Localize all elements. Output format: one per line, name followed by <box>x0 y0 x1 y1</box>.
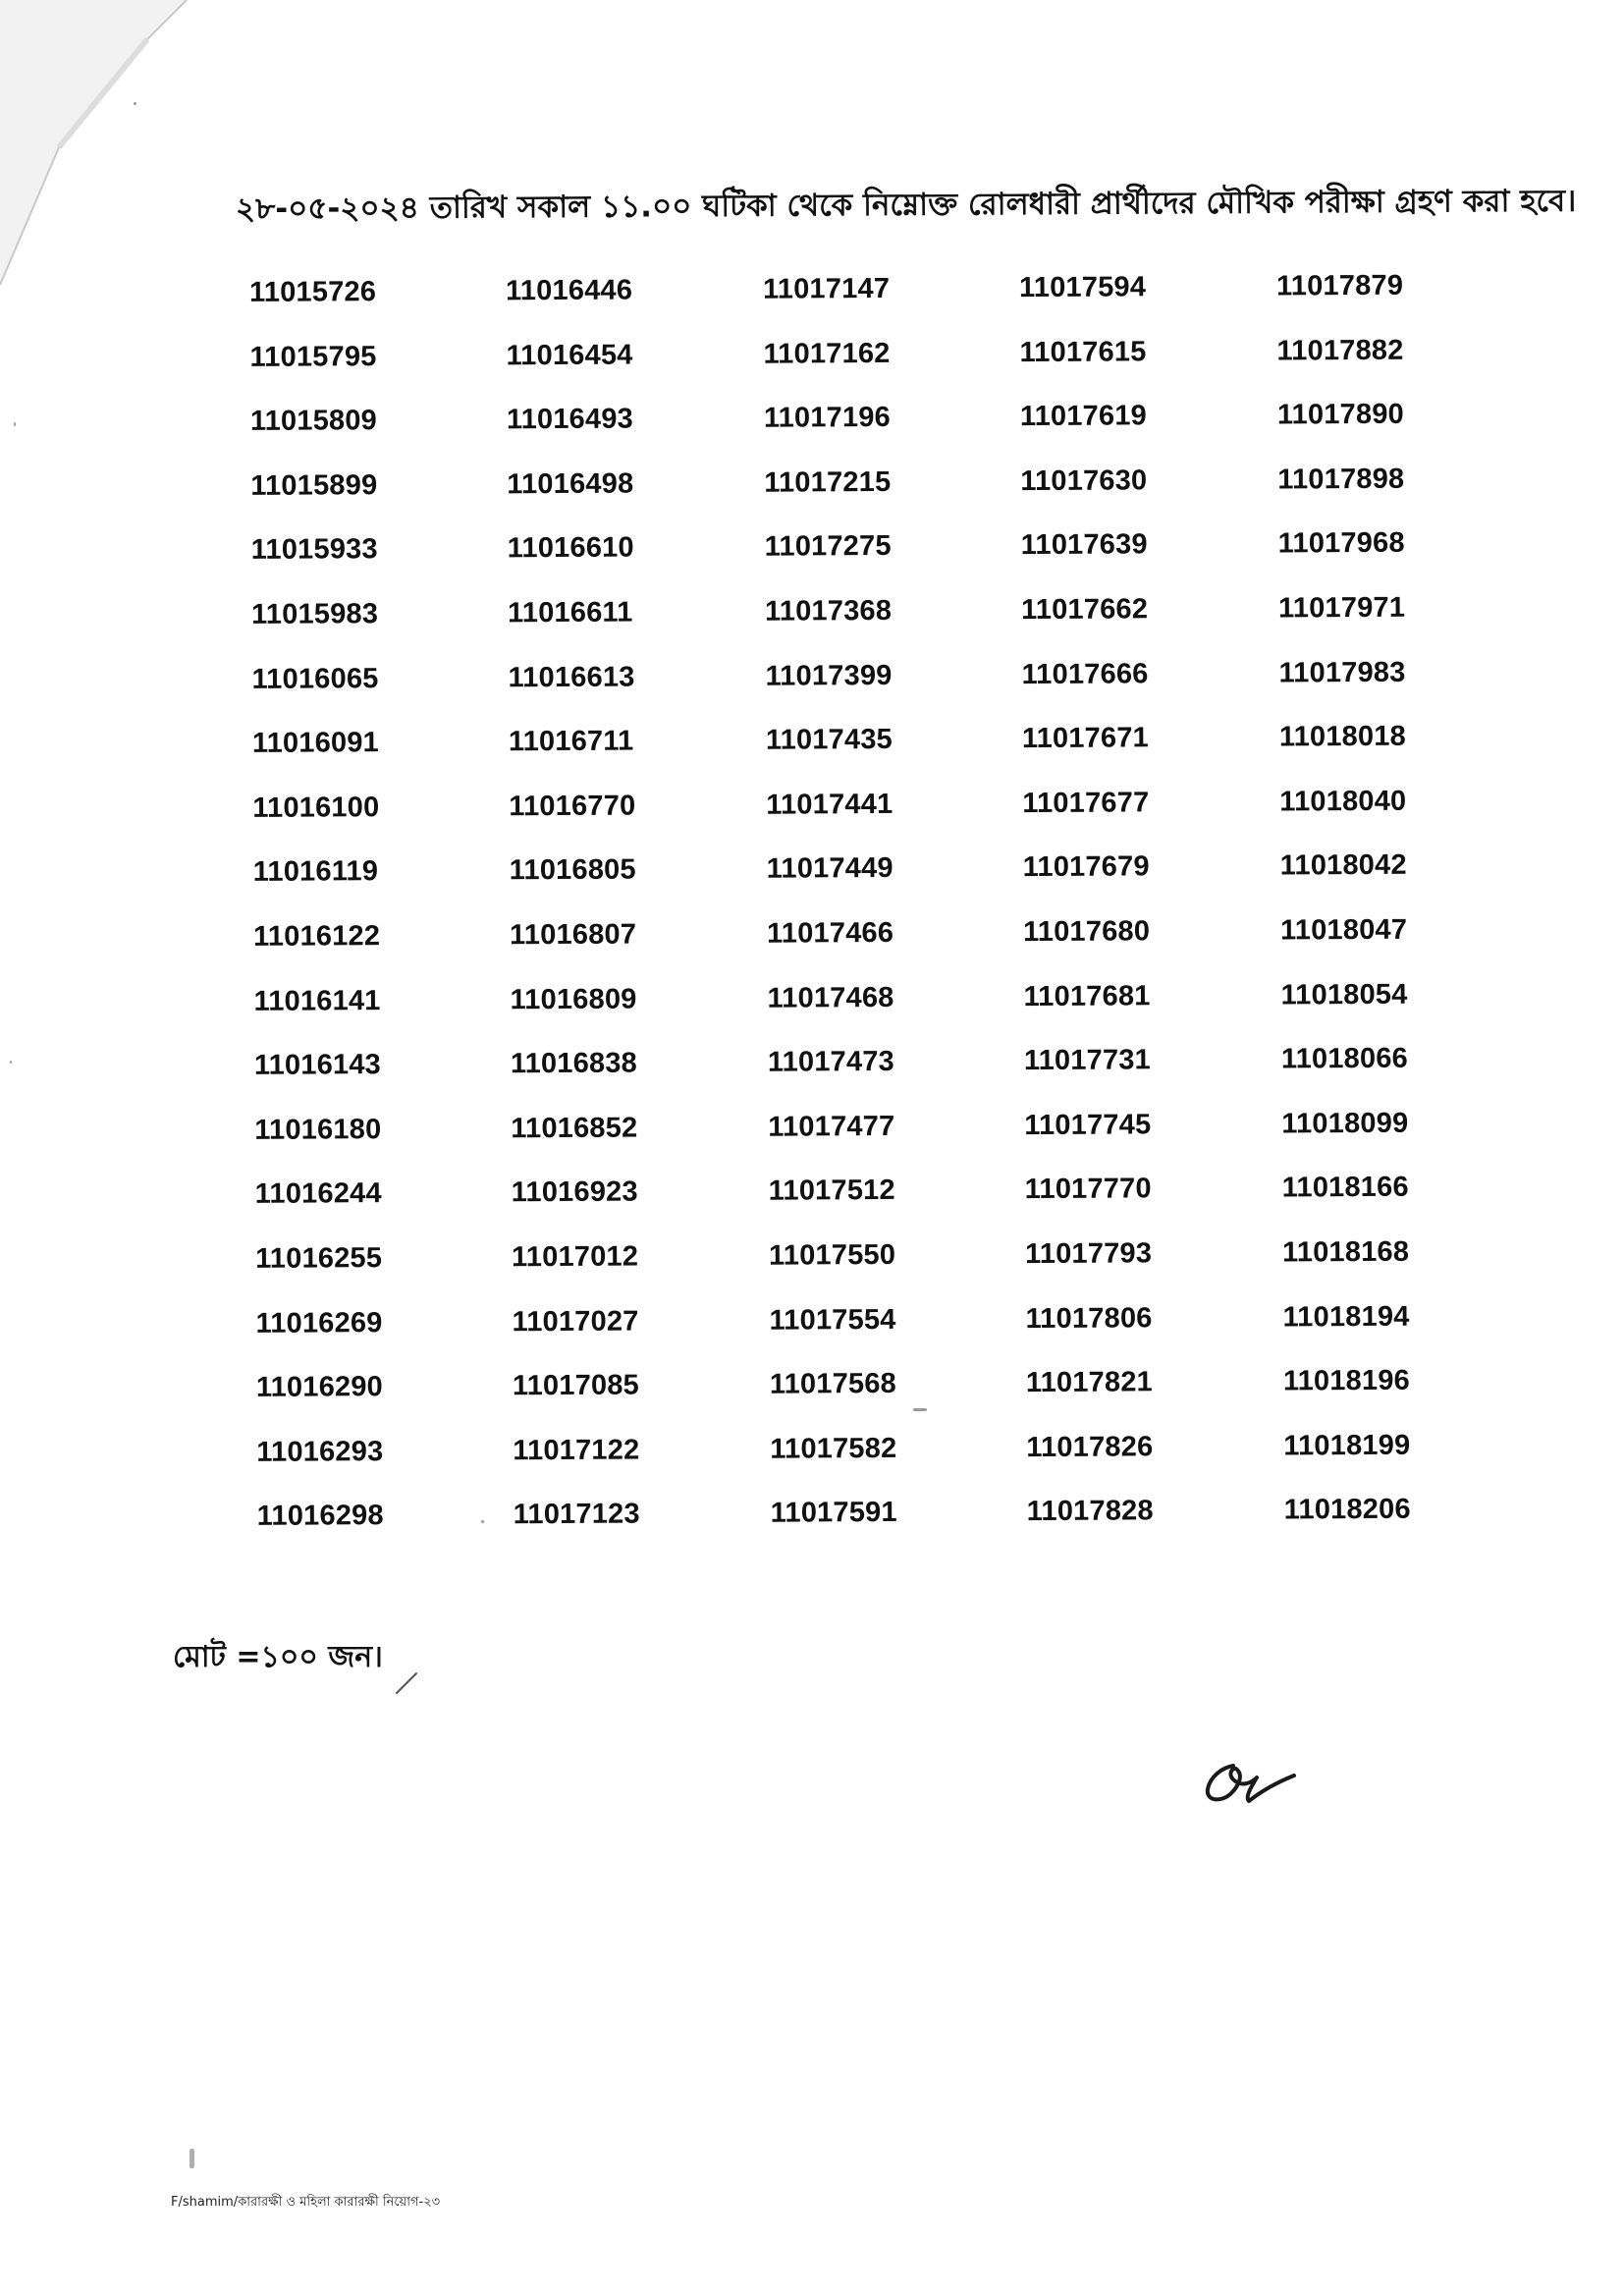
roll-number: 11017196 <box>763 402 892 434</box>
roll-number: 11017123 <box>513 1498 640 1531</box>
roll-number: 11017826 <box>1026 1431 1154 1463</box>
roll-number: 11015726 <box>249 276 377 308</box>
scan-speck <box>14 422 16 426</box>
roll-number: 11016809 <box>510 983 637 1015</box>
roll-number: 11015795 <box>249 340 377 373</box>
roll-number: 11016611 <box>508 596 633 629</box>
roll-number: 11016923 <box>511 1175 638 1209</box>
roll-column-2 <box>506 270 731 1531</box>
roll-number: 11016290 <box>255 1371 384 1404</box>
roll-number: 11016805 <box>509 853 636 887</box>
roll-number: 11017828 <box>1026 1495 1154 1528</box>
roll-number: 11017890 <box>1276 398 1405 431</box>
roll-number: 11017671 <box>1021 722 1150 755</box>
roll-number: 11015899 <box>250 468 378 502</box>
roll-number: 11018047 <box>1280 913 1408 947</box>
scan-speck <box>189 2149 194 2168</box>
roll-number: 11016255 <box>255 1242 383 1275</box>
roll-number: 11017882 <box>1276 334 1404 367</box>
roll-number: 11017027 <box>512 1305 639 1338</box>
scan-speck <box>10 1061 12 1064</box>
roll-number: 11018040 <box>1279 785 1407 818</box>
roll-number: 11017147 <box>763 272 891 305</box>
roll-number: 11017806 <box>1025 1301 1153 1335</box>
roll-number: 11017821 <box>1025 1366 1154 1399</box>
roll-number: 11016498 <box>507 467 634 501</box>
roll-number: 11017275 <box>764 530 892 564</box>
signature-mark-icon <box>1200 1748 1318 1817</box>
roll-column-5 <box>1276 265 1502 1526</box>
roll-number: 11017215 <box>764 465 892 499</box>
roll-number: 11016141 <box>253 984 381 1017</box>
roll-number: 11016852 <box>511 1112 638 1145</box>
roll-number: 11017591 <box>770 1497 897 1530</box>
roll-number: 11017770 <box>1024 1173 1152 1206</box>
roll-number: 11018194 <box>1282 1300 1410 1334</box>
roll-number: 11016122 <box>253 920 381 953</box>
roll-number: 11017466 <box>767 916 894 950</box>
roll-number: 11015809 <box>249 405 378 438</box>
roll-number: 11018042 <box>1279 849 1407 882</box>
roll-number: 11017012 <box>512 1240 639 1274</box>
roll-number: 11017582 <box>770 1432 897 1465</box>
roll-number: 11015933 <box>250 533 378 567</box>
roll-number: 11017677 <box>1022 787 1150 819</box>
roll-number: 11017666 <box>1021 657 1149 690</box>
roll-number: 11017681 <box>1023 979 1151 1012</box>
roll-number: 11017745 <box>1024 1109 1152 1141</box>
roll-number: 11017085 <box>512 1369 640 1402</box>
roll-number: 11017449 <box>766 852 893 886</box>
roll-number: 11018066 <box>1280 1042 1409 1075</box>
roll-number: 11018199 <box>1283 1429 1411 1462</box>
roll-number: 11016143 <box>253 1049 382 1082</box>
roll-number: 11018018 <box>1278 720 1407 753</box>
scan-speck <box>134 102 136 105</box>
roll-number: 11018166 <box>1281 1172 1409 1204</box>
roll-number: 11017793 <box>1025 1237 1153 1271</box>
roll-number: 11017615 <box>1019 335 1147 368</box>
roll-number: 11017594 <box>1019 271 1147 304</box>
roll-number: 11016100 <box>252 791 380 824</box>
roll-number: 11017679 <box>1022 850 1150 884</box>
roll-number: 11016610 <box>507 531 634 565</box>
roll-number: 11017983 <box>1278 656 1406 689</box>
roll-number: 11017971 <box>1278 591 1406 625</box>
roll-number: 11017639 <box>1020 528 1148 562</box>
page-fold-shadow <box>0 0 196 295</box>
roll-number: 11017468 <box>767 981 894 1014</box>
roll-column-1 <box>249 272 475 1533</box>
roll-number: 11018168 <box>1282 1235 1410 1269</box>
roll-number: 11016244 <box>254 1177 382 1211</box>
roll-number: 11017968 <box>1277 527 1405 560</box>
roll-number: 11016613 <box>508 661 635 693</box>
roll-number: 11016446 <box>506 274 633 307</box>
roll-number: 11016838 <box>510 1047 638 1080</box>
roll-number: 11016180 <box>254 1113 382 1146</box>
roll-number: 11016770 <box>509 790 636 823</box>
roll-number: 11018099 <box>1281 1107 1409 1140</box>
roll-number: 11016454 <box>506 339 633 371</box>
roll-number: 11017879 <box>1276 269 1404 302</box>
scan-speck <box>481 1520 484 1523</box>
roll-number: 11018196 <box>1282 1364 1411 1397</box>
roll-number: 11017630 <box>1020 465 1148 497</box>
roll-number: 11016807 <box>510 918 637 952</box>
total-count: মোট =১০০ জন। <box>173 1640 383 1674</box>
roll-number: 11017435 <box>765 724 893 756</box>
roll-number: 11017477 <box>768 1110 895 1143</box>
roll-column-3 <box>763 268 989 1530</box>
roll-number: 11016065 <box>251 662 379 695</box>
scan-speck <box>913 1408 927 1411</box>
roll-number: 11016119 <box>252 855 379 889</box>
footer-file-reference: F/shamim/কারারক্ষী ও মহিলা কারারক্ষী নিয়োগ-২৩ <box>171 2195 441 2210</box>
roll-number: 11017399 <box>765 659 893 692</box>
roll-number: 11018054 <box>1280 978 1408 1011</box>
roll-number: 11017122 <box>513 1434 640 1467</box>
roll-number: 11016293 <box>256 1435 384 1468</box>
roll-number: 11016091 <box>251 727 380 760</box>
tick-mark-icon <box>395 1669 420 1695</box>
page-heading: ২৮-০৫-২০২৪ তারিখ সকাল ১১.০০ ঘটিকা থেকে নিম্নোক্ত রোলধারী প্রার্থীদের মৌখিক পরীক্ষা গ্রহণ করা হবে। <box>235 183 1577 227</box>
roll-number: 11016269 <box>255 1306 383 1339</box>
roll-number: 11017441 <box>766 788 893 821</box>
roll-number: 11017554 <box>769 1303 896 1337</box>
roll-number: 11017162 <box>763 337 891 370</box>
roll-number: 11017680 <box>1023 915 1151 949</box>
roll-number: 11016298 <box>256 1500 384 1533</box>
roll-number: 11017550 <box>769 1238 896 1272</box>
roll-number: 11016711 <box>508 725 634 758</box>
roll-number: 11016493 <box>506 403 634 436</box>
roll-number: 11017898 <box>1277 463 1405 496</box>
roll-number: 11017568 <box>769 1368 897 1400</box>
roll-number: 11017368 <box>765 594 893 628</box>
roll-column-4 <box>1019 267 1245 1528</box>
roll-number: 11017473 <box>767 1046 895 1078</box>
roll-number-grid <box>236 265 1461 1550</box>
roll-number: 11015983 <box>251 598 379 630</box>
roll-number: 11017512 <box>768 1175 895 1208</box>
roll-number: 11018206 <box>1283 1494 1411 1526</box>
roll-number: 11017662 <box>1021 593 1149 627</box>
roll-number: 11017619 <box>1019 400 1148 433</box>
roll-number: 11017731 <box>1023 1044 1152 1077</box>
